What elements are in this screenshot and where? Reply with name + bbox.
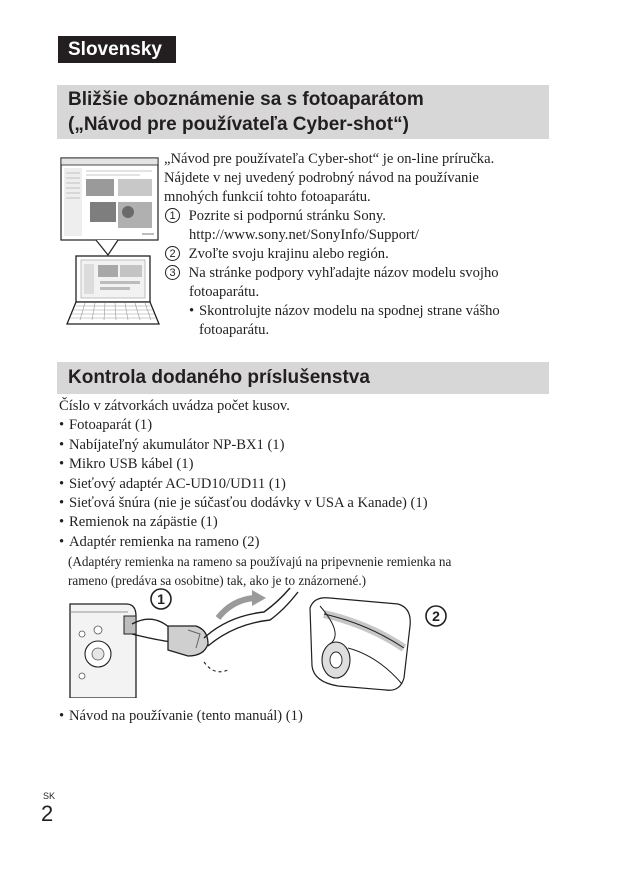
language-code-tag: SK bbox=[43, 791, 56, 801]
step-text: Na stránke podpory vyhľadajte názov modelu svojho bbox=[188, 265, 499, 281]
intro-line: Nájdete v nej uvedený podrobný návod na používanie bbox=[164, 170, 479, 186]
illustration-step-label: 2 bbox=[432, 608, 440, 624]
help-guide-steps bbox=[165, 207, 500, 340]
tip-bullet bbox=[165, 302, 500, 321]
step-text: Zvoľte svoju krajinu alebo región. bbox=[188, 246, 389, 262]
adaptor-note-line: rameno (predáva sa osobitne) tak, ako je to znázornené.) bbox=[68, 573, 367, 589]
help-guide-intro bbox=[164, 150, 494, 207]
heading-line-2: („Návod pre používateľa Cyber-shot“) bbox=[68, 114, 409, 135]
bullet-icon: • bbox=[59, 708, 65, 724]
step-text: Pozrite si podpornú stránku Sony. bbox=[188, 208, 386, 224]
section-heading-accessories: Kontrola dodaného príslušenstva bbox=[57, 362, 549, 394]
list-item: • Fotoaparát (1) bbox=[59, 416, 451, 435]
step-number-badge: 1 bbox=[165, 208, 180, 223]
language-tab: Slovensky bbox=[58, 36, 176, 63]
bullet-icon: • bbox=[59, 475, 65, 492]
accessories-list bbox=[59, 397, 451, 590]
bullet-icon: • bbox=[189, 303, 195, 319]
list-item: • Adaptér remienka na rameno (2) bbox=[59, 533, 451, 552]
section-heading-overview bbox=[57, 85, 549, 139]
bullet-icon: • bbox=[59, 533, 65, 550]
bullet-icon: • bbox=[59, 417, 65, 434]
step-1 bbox=[165, 207, 500, 226]
bullet-icon: • bbox=[59, 456, 65, 473]
page-number: 2 bbox=[41, 801, 54, 826]
intro-line: mnohých funkcií tohto fotoaparátu. bbox=[164, 189, 371, 205]
step-3 bbox=[165, 264, 500, 283]
bullet-icon: • bbox=[59, 436, 65, 453]
laptop-help-guide-illustration bbox=[60, 155, 160, 327]
list-item: • Remienok na zápästie (1) bbox=[59, 513, 451, 532]
support-url-link[interactable]: http://www.sony.net/SonyInfo/Support/ bbox=[189, 227, 419, 243]
step-number-badge: 3 bbox=[165, 265, 180, 280]
list-item: • Nabíjateľný akumulátor NP-BX1 (1) bbox=[59, 436, 451, 455]
heading-line-1: Bližšie oboznámenie sa s fotoaparátom bbox=[68, 89, 424, 110]
shoulder-strap-adaptor-illustration bbox=[68, 586, 466, 698]
bullet-icon: • bbox=[59, 514, 65, 531]
step-number-badge: 2 bbox=[165, 246, 180, 261]
step-2 bbox=[165, 245, 500, 264]
step-text-continued: fotoaparátu. bbox=[189, 284, 260, 300]
tip-text: Skontrolujte názov modelu na spodnej strane vášho bbox=[199, 303, 500, 319]
list-item: • Mikro USB kábel (1) bbox=[59, 455, 451, 474]
list-item: • Sieťová šnúra (nie je súčasťou dodávky v USA a Kanade) (1) bbox=[59, 494, 451, 513]
bullet-icon: • bbox=[59, 495, 65, 512]
accessories-intro: Číslo v zátvorkách uvádza počet kusov. bbox=[59, 398, 290, 414]
list-item bbox=[59, 707, 303, 726]
tip-text-continued: fotoaparátu. bbox=[199, 322, 270, 338]
adaptor-note-line: (Adaptéry remienka na rameno sa používajú na pripevnenie remienka na bbox=[68, 554, 452, 570]
list-item: • Sieťový adaptér AC-UD10/UD11 (1) bbox=[59, 475, 451, 494]
list-item-text: Návod na používanie (tento manuál) (1) bbox=[69, 708, 303, 724]
illustration-step-label: 1 bbox=[157, 591, 165, 607]
intro-line: „Návod pre používateľa Cyber-shot“ je on-line príručka. bbox=[164, 151, 495, 167]
